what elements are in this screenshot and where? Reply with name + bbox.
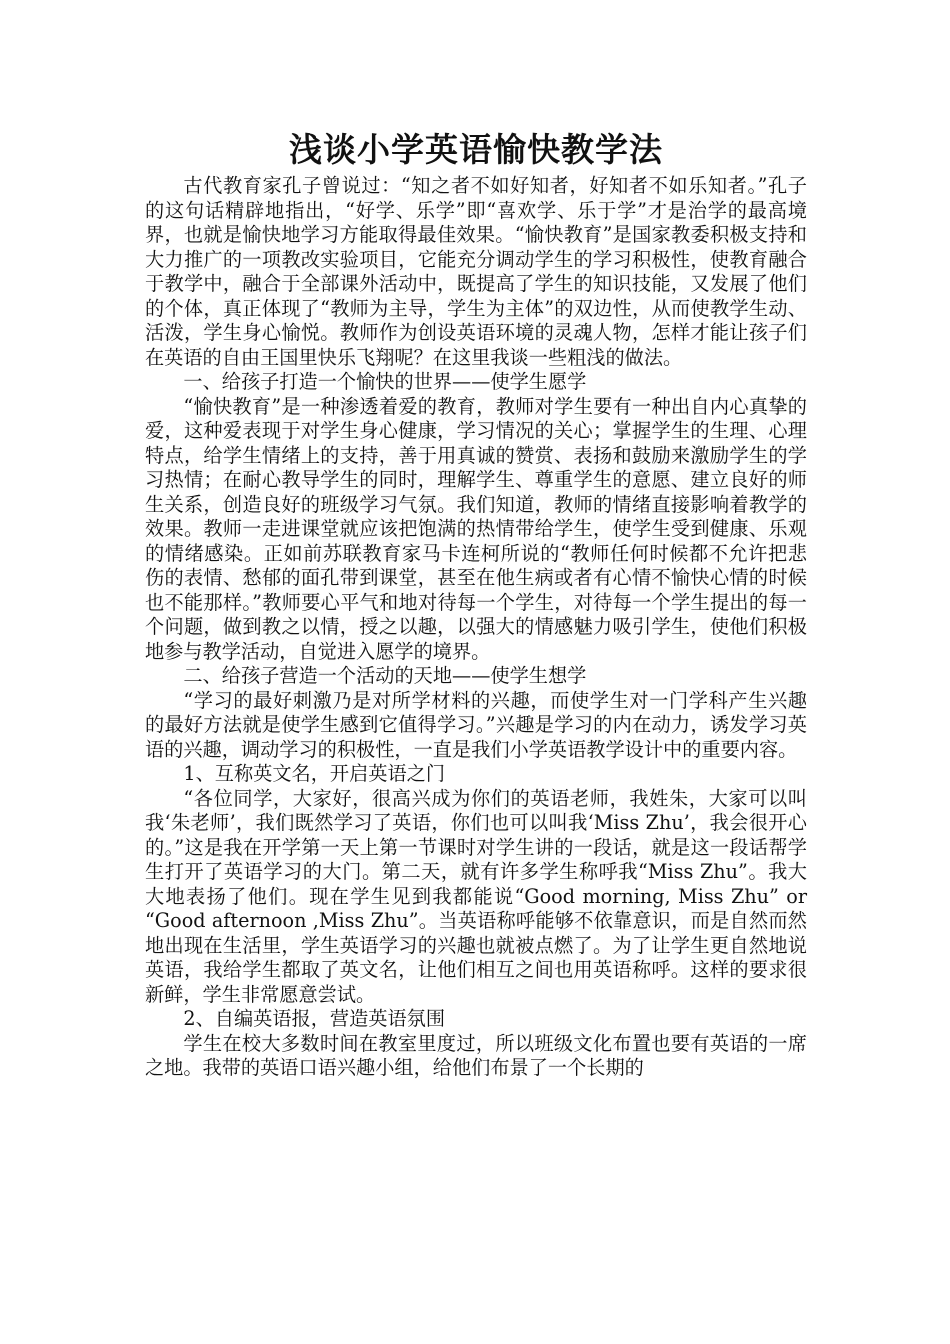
subsection-2-paragraph: 学生在校大多数时间在教室里度过，所以班级文化布置也要有英语的一席之地。我带的英语口语兴趣小组，给他们布景了一个长期的 [145, 1031, 807, 1079]
subsection-heading-1: 1、互称英文名，开启英语之门 [183, 762, 446, 785]
intro-paragraph: 古代教育家孔子曾说过：“知之者不如好知者，好知者不如乐知者。”孔子的这句话精辟地指出，“好学、乐学”即“喜欢学、乐于学”才是治学的最高境界，也就是愉快地学习方能取得最佳效果。“愉快教育”是国家教委积极支持和大力推广的一项教改实验项目，它能充分调动学生的学习积极性，使教育融合于教学中，融合于全部课外活动中，既提高了学生的知识技能，又发展了他们的个体，真正体现了“教师为主导，学生为主体”的双边性，从而使教学生动、活泼，学生身心愉悦。教师作为创设英语环境的灵魂人物，怎样才能让孩子们在英语的自由王国里快乐飞翔呢？在这里我谈一些粗浅的做法。 [145, 174, 807, 369]
section-heading-2: 二、给孩子营造一个活动的天地——使学生想学 [183, 664, 587, 687]
section-heading-1: 一、给孩子打造一个愉快的世界——使学生愿学 [183, 370, 587, 393]
document-title: 浅谈小学英语愉快教学法 [289, 130, 663, 169]
document-page [145, 128, 807, 1081]
subsection-heading-2: 2、自编英语报，营造英语氛围 [183, 1007, 446, 1030]
subsection-1-paragraph: “各位同学，大家好，很高兴成为你们的英语老师，我姓朱，大家可以叫我‘朱老师’，我们既然学习了英语，你们也可以叫我‘Miss Zhu’，我会很开心的。”这是我在开学第一天上第一节课时对学生讲的一段话，就是这一段话帮学生打开了英语学习的大门。第二天，就有许多学生称呼我“Miss Zhu”。我大大地表扬了他们。现在学生见到我都能说“Good morning, Miss Zhu” or “Good afternoon ,Miss Zhu”。当英语称呼能够不依靠意识，而是自然而然地出现在生活里，学生英语学习的兴趣也就被点燃了。为了让学生更自然地说英语，我给学生都取了英文名，让他们相互之间也用英语称呼。这样的要求很新鲜，学生非常愿意尝试。 [145, 786, 807, 1006]
section-1-paragraph: “愉快教育”是一种渗透着爱的教育，教师对学生要有一种出自内心真挚的爱，这种爱表现于对学生身心健康，学习情况的关心；掌握学生的生理、心理特点，给学生情绪上的支持，善于用真诚的赞赏、表扬和鼓励来激励学生的学习热情；在耐心教导学生的同时，理解学生、尊重学生的意愿、建立良好的师生关系，创造良好的班级学习气氛。我们知道，教师的情绪直接影响着教学的效果。教师一走进课堂就应该把饱满的热情带给学生，使学生受到健康、乐观的情绪感染。正如前苏联教育家马卡连柯所说的“教师任何时候都不允许把悲伤的表情、愁郁的面孔带到课堂，甚至在他生病或者有心情不愉快心情的时候也不能那样。”教师要心平气和地对待每一个学生，对待每一个学生提出的每一个问题，做到教之以情，授之以趣，以强大的情感魅力吸引学生，使他们积极地参与教学活动，自觉进入愿学的境界。 [145, 394, 807, 663]
section-2-paragraph: “学习的最好刺激乃是对所学材料的兴趣，而使学生对一门学科产生兴趣的最好方法就是使学生感到它值得学习。”兴趣是学习的内在动力，诱发学习英语的兴趣，调动学习的积极性，一直是我们小学英语教学设计中的重要内容。 [145, 688, 807, 761]
